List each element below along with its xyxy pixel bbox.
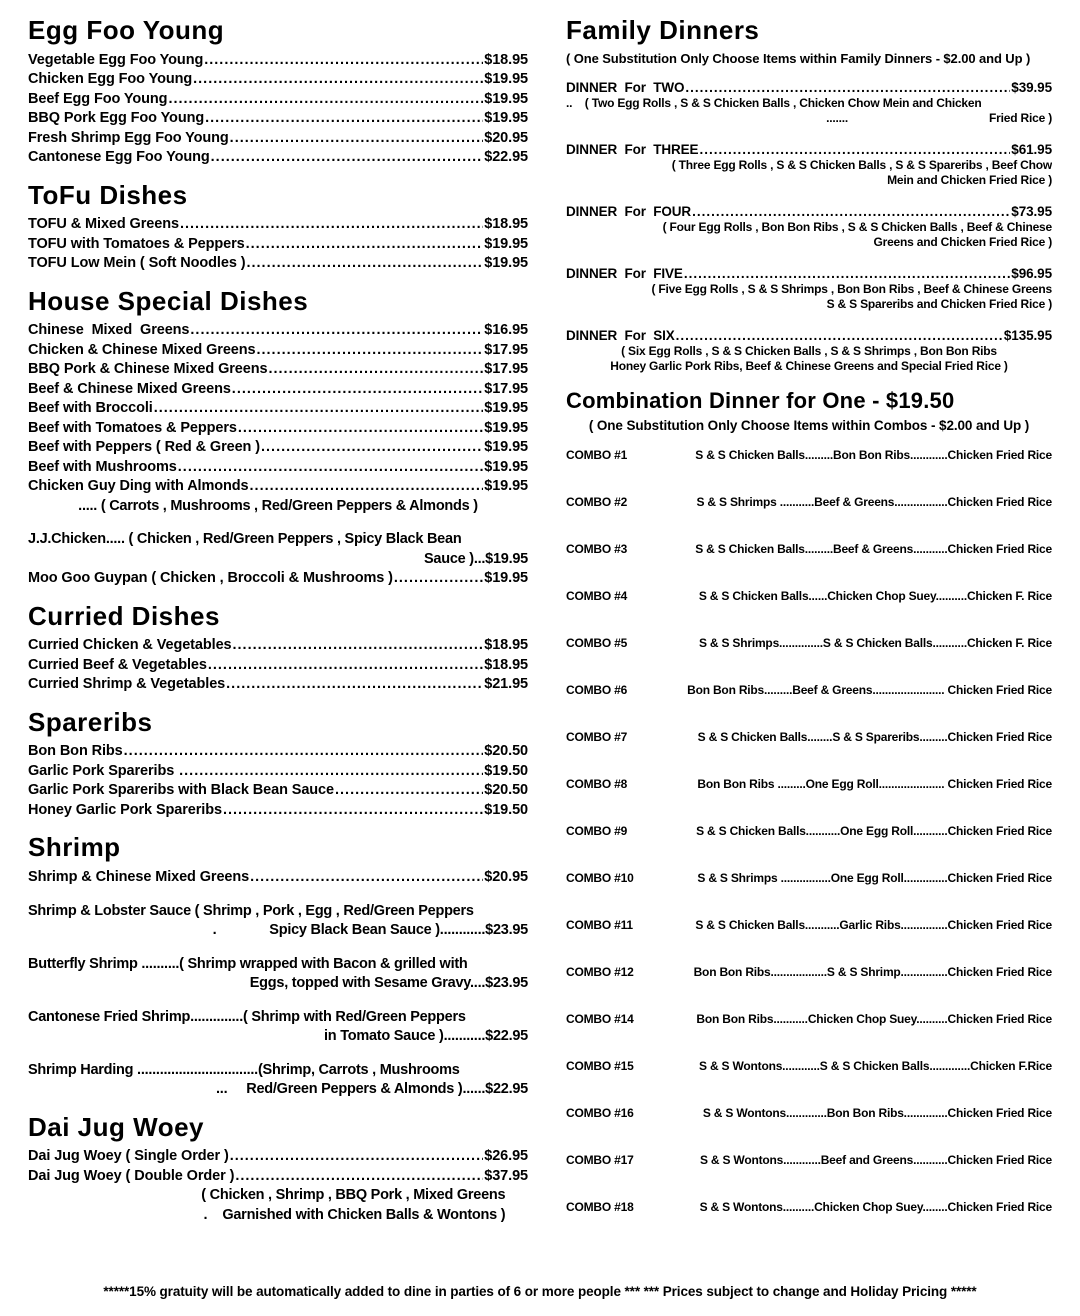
section-title: House Special Dishes <box>28 285 309 316</box>
menu-text-line: ( Five Egg Rolls , S & S Shrimps , Bon Bon Ribs , Beef & Chinese Greens <box>651 281 1052 296</box>
menu-item-price: $22.95 <box>484 149 528 166</box>
menu-item-price: $20.50 <box>484 743 528 760</box>
combo-text: Bon Bon Ribs .........One Egg Roll..................... Chicken Fried Rice <box>697 776 1052 791</box>
dot-leader <box>211 148 484 168</box>
menu-item-name: Moo Goo Guypan ( Chicken , Broccoli & Mushrooms ) <box>28 570 393 587</box>
menu-item-row <box>28 762 528 782</box>
menu-text-line: ( Six Egg Rolls , S & S Chicken Balls , S & S Shrimps , Bon Bon Ribs <box>621 343 997 358</box>
dot-leader <box>204 51 483 71</box>
combo-text: S & S Chicken Balls.........Bon Bon Ribs............Chicken Fried Rice <box>695 447 1052 462</box>
combo-item-row <box>566 1106 1052 1121</box>
dot-leader <box>154 399 484 419</box>
section-items <box>28 636 528 695</box>
dot-leader <box>394 569 483 589</box>
spacer <box>28 994 528 1008</box>
menu-item-price: $18.95 <box>484 637 528 654</box>
menu-item-price: $16.95 <box>484 322 528 339</box>
family-dinner <box>566 79 1052 127</box>
combo-text: S & S Shrimps ...........Beef & Greens.................Chicken Fried Rice <box>696 494 1052 509</box>
menu-text-line: J.J.Chicken..... ( Chicken , Red/Green Peppers , Spicy Black Bean <box>28 531 462 548</box>
combo-item-row <box>566 1059 1052 1074</box>
family-dinner <box>566 203 1052 251</box>
dot-leader <box>223 801 483 821</box>
dot-leader <box>178 458 483 478</box>
combos-title: Combination Dinner for One - $19.50 <box>566 387 955 413</box>
family-dinner <box>566 265 1052 313</box>
dot-leader <box>256 341 483 361</box>
menu-text-line: Shrimp & Lobster Sauce ( Shrimp , Pork , Egg , Red/Green Peppers <box>28 902 474 919</box>
section-title: Spareribs <box>28 706 153 737</box>
menu-text-line: Butterfly Shrimp ..........( Shrimp wrapped with Bacon & grilled with <box>28 955 468 972</box>
combo-label: COMBO #3 <box>566 541 628 556</box>
menu-item-row <box>28 636 528 656</box>
menu-item-row <box>28 781 528 801</box>
menu-item-name: Chicken Guy Ding with Almonds <box>28 478 249 495</box>
menu-item-name: Shrimp & Chinese Mixed Greens <box>28 869 250 886</box>
spacer <box>28 516 528 530</box>
combo-item-row <box>566 1200 1052 1215</box>
menu-item-name: Beef & Chinese Mixed Greens <box>28 380 231 397</box>
combo-label: COMBO #9 <box>566 823 628 838</box>
menu-item-price: $19.95 <box>484 255 528 272</box>
menu-item-price: $17.95 <box>484 380 528 397</box>
dot-leader <box>179 762 483 782</box>
menu-text-line: Greens and Chicken Fried Rice ) <box>873 235 1052 250</box>
menu-item-row <box>28 321 528 341</box>
menu-text-line: in Tomato Sauce )...........$22.95 <box>324 1028 528 1045</box>
menu-section <box>28 833 528 1099</box>
combo-label: COMBO #14 <box>566 1011 634 1026</box>
dot-leader <box>676 327 1003 344</box>
combo-item-row <box>566 918 1052 933</box>
combo-label: COMBO #12 <box>566 964 634 979</box>
menu-item-row <box>28 360 528 380</box>
section-items <box>28 742 528 820</box>
menu-section <box>28 287 528 589</box>
combo-item-row <box>566 871 1052 886</box>
menu-item-row <box>28 380 528 400</box>
menu-item-name: Garlic Pork Spareribs <box>28 762 179 779</box>
menu-item-row <box>28 51 528 71</box>
menu-item-name: TOFU with Tomatoes & Peppers <box>28 235 245 252</box>
menu-item-row <box>28 399 528 419</box>
menu-item-price: $19.50 <box>484 801 528 818</box>
combos-section <box>566 389 1052 1215</box>
menu-text-line: Honey Garlic Pork Ribs, Beef & Chinese Greens and Special Fried Rice ) <box>610 359 1008 374</box>
menu-item-name: DINNER For FIVE <box>566 265 683 281</box>
combo-item-row <box>566 777 1052 792</box>
dot-leader <box>246 254 483 274</box>
combo-label: COMBO #11 <box>566 917 633 932</box>
menu-item-price: $39.95 <box>1011 79 1052 95</box>
menu-left-column <box>28 16 528 1277</box>
section-title: Dai Jug Woey <box>28 1111 205 1142</box>
menu-item-name: Curried Beef & Vegetables <box>28 656 207 673</box>
dot-leader <box>233 636 484 656</box>
combo-label: COMBO #16 <box>566 1105 634 1120</box>
menu-item-price: $19.95 <box>484 400 528 417</box>
menu-section <box>28 1113 528 1226</box>
menu-item-price: $61.95 <box>1011 141 1052 157</box>
section-title: Curried Dishes <box>28 600 220 631</box>
combos-note: ( One Substitution Only Choose Items within Combos - $2.00 and Up ) <box>588 417 1030 433</box>
menu-item-name: Chicken & Chinese Mixed Greens <box>28 341 256 358</box>
dot-leader <box>232 380 483 400</box>
menu-item-row <box>566 265 1052 282</box>
menu-item-name: Curried Shrimp & Vegetables <box>28 676 226 693</box>
menu-item-price: $17.95 <box>484 361 528 378</box>
combo-label: COMBO #7 <box>566 729 628 744</box>
menu-item-price: $19.95 <box>484 570 528 587</box>
menu-item-row <box>28 868 528 888</box>
menu-item-price: $19.95 <box>484 478 528 495</box>
combo-label: COMBO #6 <box>566 682 628 697</box>
combo-text: S & S Wontons............Beef and Greens...........Chicken Fried Rice <box>699 1152 1052 1167</box>
menu-item-row <box>28 656 528 676</box>
section-title: ToFu Dishes <box>28 179 188 210</box>
menu-item-row <box>28 458 528 478</box>
menu-text-line: ....... Fried Rice ) <box>826 111 1052 126</box>
combo-text: S & S Wontons..........Chicken Chop Suey........Chicken Fried Rice <box>699 1199 1052 1214</box>
dot-leader <box>699 141 1010 158</box>
menu-item-row <box>28 801 528 821</box>
combo-label: COMBO #15 <box>566 1058 634 1073</box>
combo-text: Bon Bon Ribs.........Beef & Greens....................... Chicken Fried Rice <box>687 682 1052 697</box>
combo-label: COMBO #1 <box>566 447 628 462</box>
menu-item-price: $19.95 <box>484 110 528 127</box>
menu-item-row <box>28 438 528 458</box>
menu-item-name: Beef with Peppers ( Red & Green ) <box>28 439 260 456</box>
dot-leader <box>230 1147 484 1167</box>
menu-text-line: Sauce )...$19.95 <box>423 550 528 567</box>
menu-item-row <box>28 742 528 762</box>
dot-leader <box>238 419 483 439</box>
menu-item-price: $18.95 <box>484 656 528 673</box>
menu-item-price: $20.95 <box>484 869 528 886</box>
footer-note: *****15% gratuity will be automatically added to dine in parties of 6 or more people *** *** Prices subject to change and Holiday Pricing ***** <box>103 1284 977 1299</box>
menu-item-row <box>28 1147 528 1167</box>
menu-item-price: $19.95 <box>484 71 528 88</box>
menu-text-line: . Garnished with Chicken Balls & Wontons ) <box>203 1206 528 1223</box>
menu-item-row <box>28 70 528 90</box>
dot-leader <box>250 477 484 497</box>
menu-item-row <box>28 675 528 695</box>
menu-columns <box>28 16 1052 1277</box>
menu-text-line: Shrimp Harding ................................(Shrimp, Carrots , Mushrooms <box>28 1061 460 1078</box>
menu-item-name: Dai Jug Woey ( Double Order ) <box>28 1167 235 1184</box>
menu-item-row <box>566 203 1052 220</box>
dot-leader <box>235 1167 483 1187</box>
dot-leader <box>205 109 483 129</box>
combo-item-row <box>566 824 1052 839</box>
menu-item-row <box>28 419 528 439</box>
menu-section <box>28 708 528 821</box>
family-dinner <box>566 141 1052 189</box>
combo-item-row <box>566 965 1052 980</box>
menu-item-row <box>28 254 528 274</box>
menu-text-line: . Spicy Black Bean Sauce )............$23.95 <box>212 922 528 939</box>
menu-item-price: $19.95 <box>484 419 528 436</box>
combo-text: S & S Wontons.............Bon Bon Ribs..............Chicken Fried Rice <box>702 1105 1052 1120</box>
menu-item-name: DINNER For THREE <box>566 141 699 157</box>
dot-leader <box>226 675 483 695</box>
menu-item-name: Beef with Tomatoes & Peppers <box>28 419 237 436</box>
menu-item-row <box>28 1167 528 1187</box>
combo-item-row <box>566 448 1052 463</box>
combo-text: Bon Bon Ribs..................S & S Shrimp...............Chicken Fried Rice <box>693 964 1052 979</box>
spacer <box>28 888 528 902</box>
menu-item-name: Curried Chicken & Vegetables <box>28 637 232 654</box>
combo-label: COMBO #8 <box>566 776 628 791</box>
menu-item-price: $135.95 <box>1003 327 1052 343</box>
menu-text-line: .. ( Two Egg Rolls , S & S Chicken Balls , Chicken Chow Mein and Chicken <box>566 95 982 110</box>
dot-leader <box>268 360 483 380</box>
combo-label: COMBO #2 <box>566 494 628 509</box>
menu-item-row <box>28 148 528 168</box>
family-dinners-note: ( One Substitution Only Choose Items within Family Dinners - $2.00 and Up ) <box>566 50 1031 66</box>
menu-item-name: Honey Garlic Pork Spareribs <box>28 801 222 818</box>
family-dinners-list <box>566 79 1052 375</box>
combo-item-row <box>566 589 1052 604</box>
combo-text: S & S Chicken Balls......Chicken Chop Suey..........Chicken F. Rice <box>698 588 1052 603</box>
section-items <box>28 51 528 168</box>
dot-leader <box>335 781 483 801</box>
menu-item-row <box>566 141 1052 158</box>
menu-item-row <box>28 569 528 589</box>
dot-leader <box>190 321 483 341</box>
dot-leader <box>246 235 484 255</box>
menu-item-price: $19.50 <box>484 762 528 779</box>
menu-item-price: $20.95 <box>484 129 528 146</box>
menu-item-name: TOFU & Mixed Greens <box>28 216 179 233</box>
menu-item-name: BBQ Pork & Chinese Mixed Greens <box>28 361 268 378</box>
menu-item-price: $26.95 <box>484 1148 528 1165</box>
menu-text-line: Cantonese Fried Shrimp..............( Shrimp with Red/Green Peppers <box>28 1008 466 1025</box>
menu-text-line: ( Four Egg Rolls , Bon Bon Ribs , S & S Chicken Balls , Beef & Chinese <box>662 219 1052 234</box>
section-items <box>28 215 528 274</box>
combo-label: COMBO #17 <box>566 1152 634 1167</box>
menu-section <box>28 16 528 168</box>
menu-item-name: Beef with Mushrooms <box>28 458 177 475</box>
menu-text-line: Mein and Chicken Fried Rice ) <box>887 173 1052 188</box>
combo-item-row <box>566 636 1052 651</box>
dot-leader <box>168 90 483 110</box>
menu-item-name: Chicken Egg Foo Young <box>28 71 193 88</box>
menu-text-line: ..... ( Carrots , Mushrooms , Red/Green Peppers & Almonds ) <box>78 497 478 514</box>
section-items <box>28 321 528 589</box>
menu-right-column <box>566 16 1052 1277</box>
spacer <box>28 941 528 955</box>
combos-list <box>566 448 1052 1215</box>
combo-text: S & S Wontons............S & S Chicken Balls.............Chicken F.Rice <box>699 1058 1052 1073</box>
dot-leader <box>124 742 484 762</box>
menu-item-name: TOFU Low Mein ( Soft Noodles ) <box>28 255 246 272</box>
combo-text: S & S Chicken Balls.........Beef & Greens...........Chicken Fried Rice <box>695 541 1052 556</box>
menu-item-row <box>28 109 528 129</box>
combo-item-row <box>566 1012 1052 1027</box>
menu-item-name: Beef with Broccoli <box>28 400 153 417</box>
combo-text: S & S Chicken Balls...........One Egg Roll...........Chicken Fried Rice <box>696 823 1052 838</box>
dot-leader <box>685 79 1010 96</box>
combo-text: Bon Bon Ribs...........Chicken Chop Suey..........Chicken Fried Rice <box>696 1011 1052 1026</box>
combo-item-row <box>566 1153 1052 1168</box>
spacer <box>28 1047 528 1061</box>
combo-item-row <box>566 730 1052 745</box>
combo-text: S & S Shrimps ................One Egg Roll..............Chicken Fried Rice <box>697 870 1052 885</box>
combo-text: S & S Chicken Balls...........Garlic Ribs...............Chicken Fried Rice <box>695 917 1052 932</box>
dot-leader <box>208 656 483 676</box>
menu-item-name: DINNER For SIX <box>566 327 675 343</box>
combo-label: COMBO #18 <box>566 1199 634 1214</box>
menu-item-row <box>28 235 528 255</box>
combo-label: COMBO #5 <box>566 635 628 650</box>
menu-item-price: $19.95 <box>484 458 528 475</box>
dot-leader <box>684 265 1010 282</box>
menu-item-name: Cantonese Egg Foo Young <box>28 149 210 166</box>
menu-item-row <box>28 341 528 361</box>
combo-item-row <box>566 495 1052 510</box>
dot-leader <box>261 438 483 458</box>
menu-item-price: $37.95 <box>484 1167 528 1184</box>
family-dinners-title: Family Dinners <box>566 15 760 45</box>
menu-item-name: Fresh Shrimp Egg Foo Young <box>28 129 229 146</box>
menu-item-name: BBQ Pork Egg Foo Young <box>28 110 205 127</box>
menu-item-price: $18.95 <box>484 216 528 233</box>
menu-item-name: DINNER For FOUR <box>566 203 692 219</box>
menu-item-price: $20.50 <box>484 782 528 799</box>
combo-item-row <box>566 542 1052 557</box>
dot-leader <box>193 70 483 90</box>
menu-item-row <box>28 477 528 497</box>
family-dinners-section <box>566 16 1052 375</box>
menu-item-price: $96.95 <box>1011 265 1052 281</box>
dot-leader <box>692 203 1010 220</box>
menu-text-line: Eggs, topped with Sesame Gravy....$23.95 <box>249 975 528 992</box>
menu-item-price: $19.95 <box>484 439 528 456</box>
menu-item-name: Chinese Mixed Greens <box>28 322 190 339</box>
menu-item-price: $18.95 <box>484 51 528 68</box>
menu-section <box>28 602 528 695</box>
menu-text-line: S & S Spareribs and Chicken Fried Rice ) <box>826 297 1052 312</box>
section-title: Egg Foo Young <box>28 15 225 45</box>
combo-label: COMBO #4 <box>566 588 628 603</box>
menu-item-price: $73.95 <box>1011 203 1052 219</box>
menu-item-name: Vegetable Egg Foo Young <box>28 51 204 68</box>
menu-item-price: $17.95 <box>484 341 528 358</box>
family-dinner <box>566 327 1052 375</box>
menu-text-line: ( Three Egg Rolls , S & S Chicken Balls , S & S Spareribs , Beef Chow <box>671 157 1052 172</box>
menu-item-row <box>566 327 1052 344</box>
section-items <box>28 868 528 1100</box>
menu-item-row <box>566 79 1052 96</box>
menu-item-name: Bon Bon Ribs <box>28 743 123 760</box>
menu-item-price: $19.95 <box>484 90 528 107</box>
combo-text: S & S Chicken Balls........S & S Spareribs.........Chicken Fried Rice <box>697 729 1052 744</box>
menu-item-row <box>28 215 528 235</box>
dot-leader <box>230 129 484 149</box>
dot-leader <box>250 868 483 888</box>
section-items <box>28 1147 528 1225</box>
menu-item-name: Dai Jug Woey ( Single Order ) <box>28 1148 229 1165</box>
menu-text-line: ( Chicken , Shrimp , BBQ Pork , Mixed Greens <box>201 1187 528 1204</box>
menu-item-price: $21.95 <box>484 676 528 693</box>
menu-text-line: ... Red/Green Peppers & Almonds )......$22.95 <box>216 1081 528 1098</box>
menu-item-name: DINNER For TWO <box>566 79 685 95</box>
menu-section <box>28 181 528 274</box>
menu-item-row <box>28 90 528 110</box>
menu-item-name: Beef Egg Foo Young <box>28 90 168 107</box>
combo-item-row <box>566 683 1052 698</box>
section-title: Shrimp <box>28 832 121 863</box>
menu-item-name: Garlic Pork Spareribs with Black Bean Sauce <box>28 782 334 799</box>
menu-item-price: $19.95 <box>484 235 528 252</box>
dot-leader <box>180 215 483 235</box>
combo-text: S & S Shrimps..............S & S Chicken Balls...........Chicken F. Rice <box>698 635 1052 650</box>
menu-item-row <box>28 129 528 149</box>
combo-label: COMBO #10 <box>566 870 634 885</box>
